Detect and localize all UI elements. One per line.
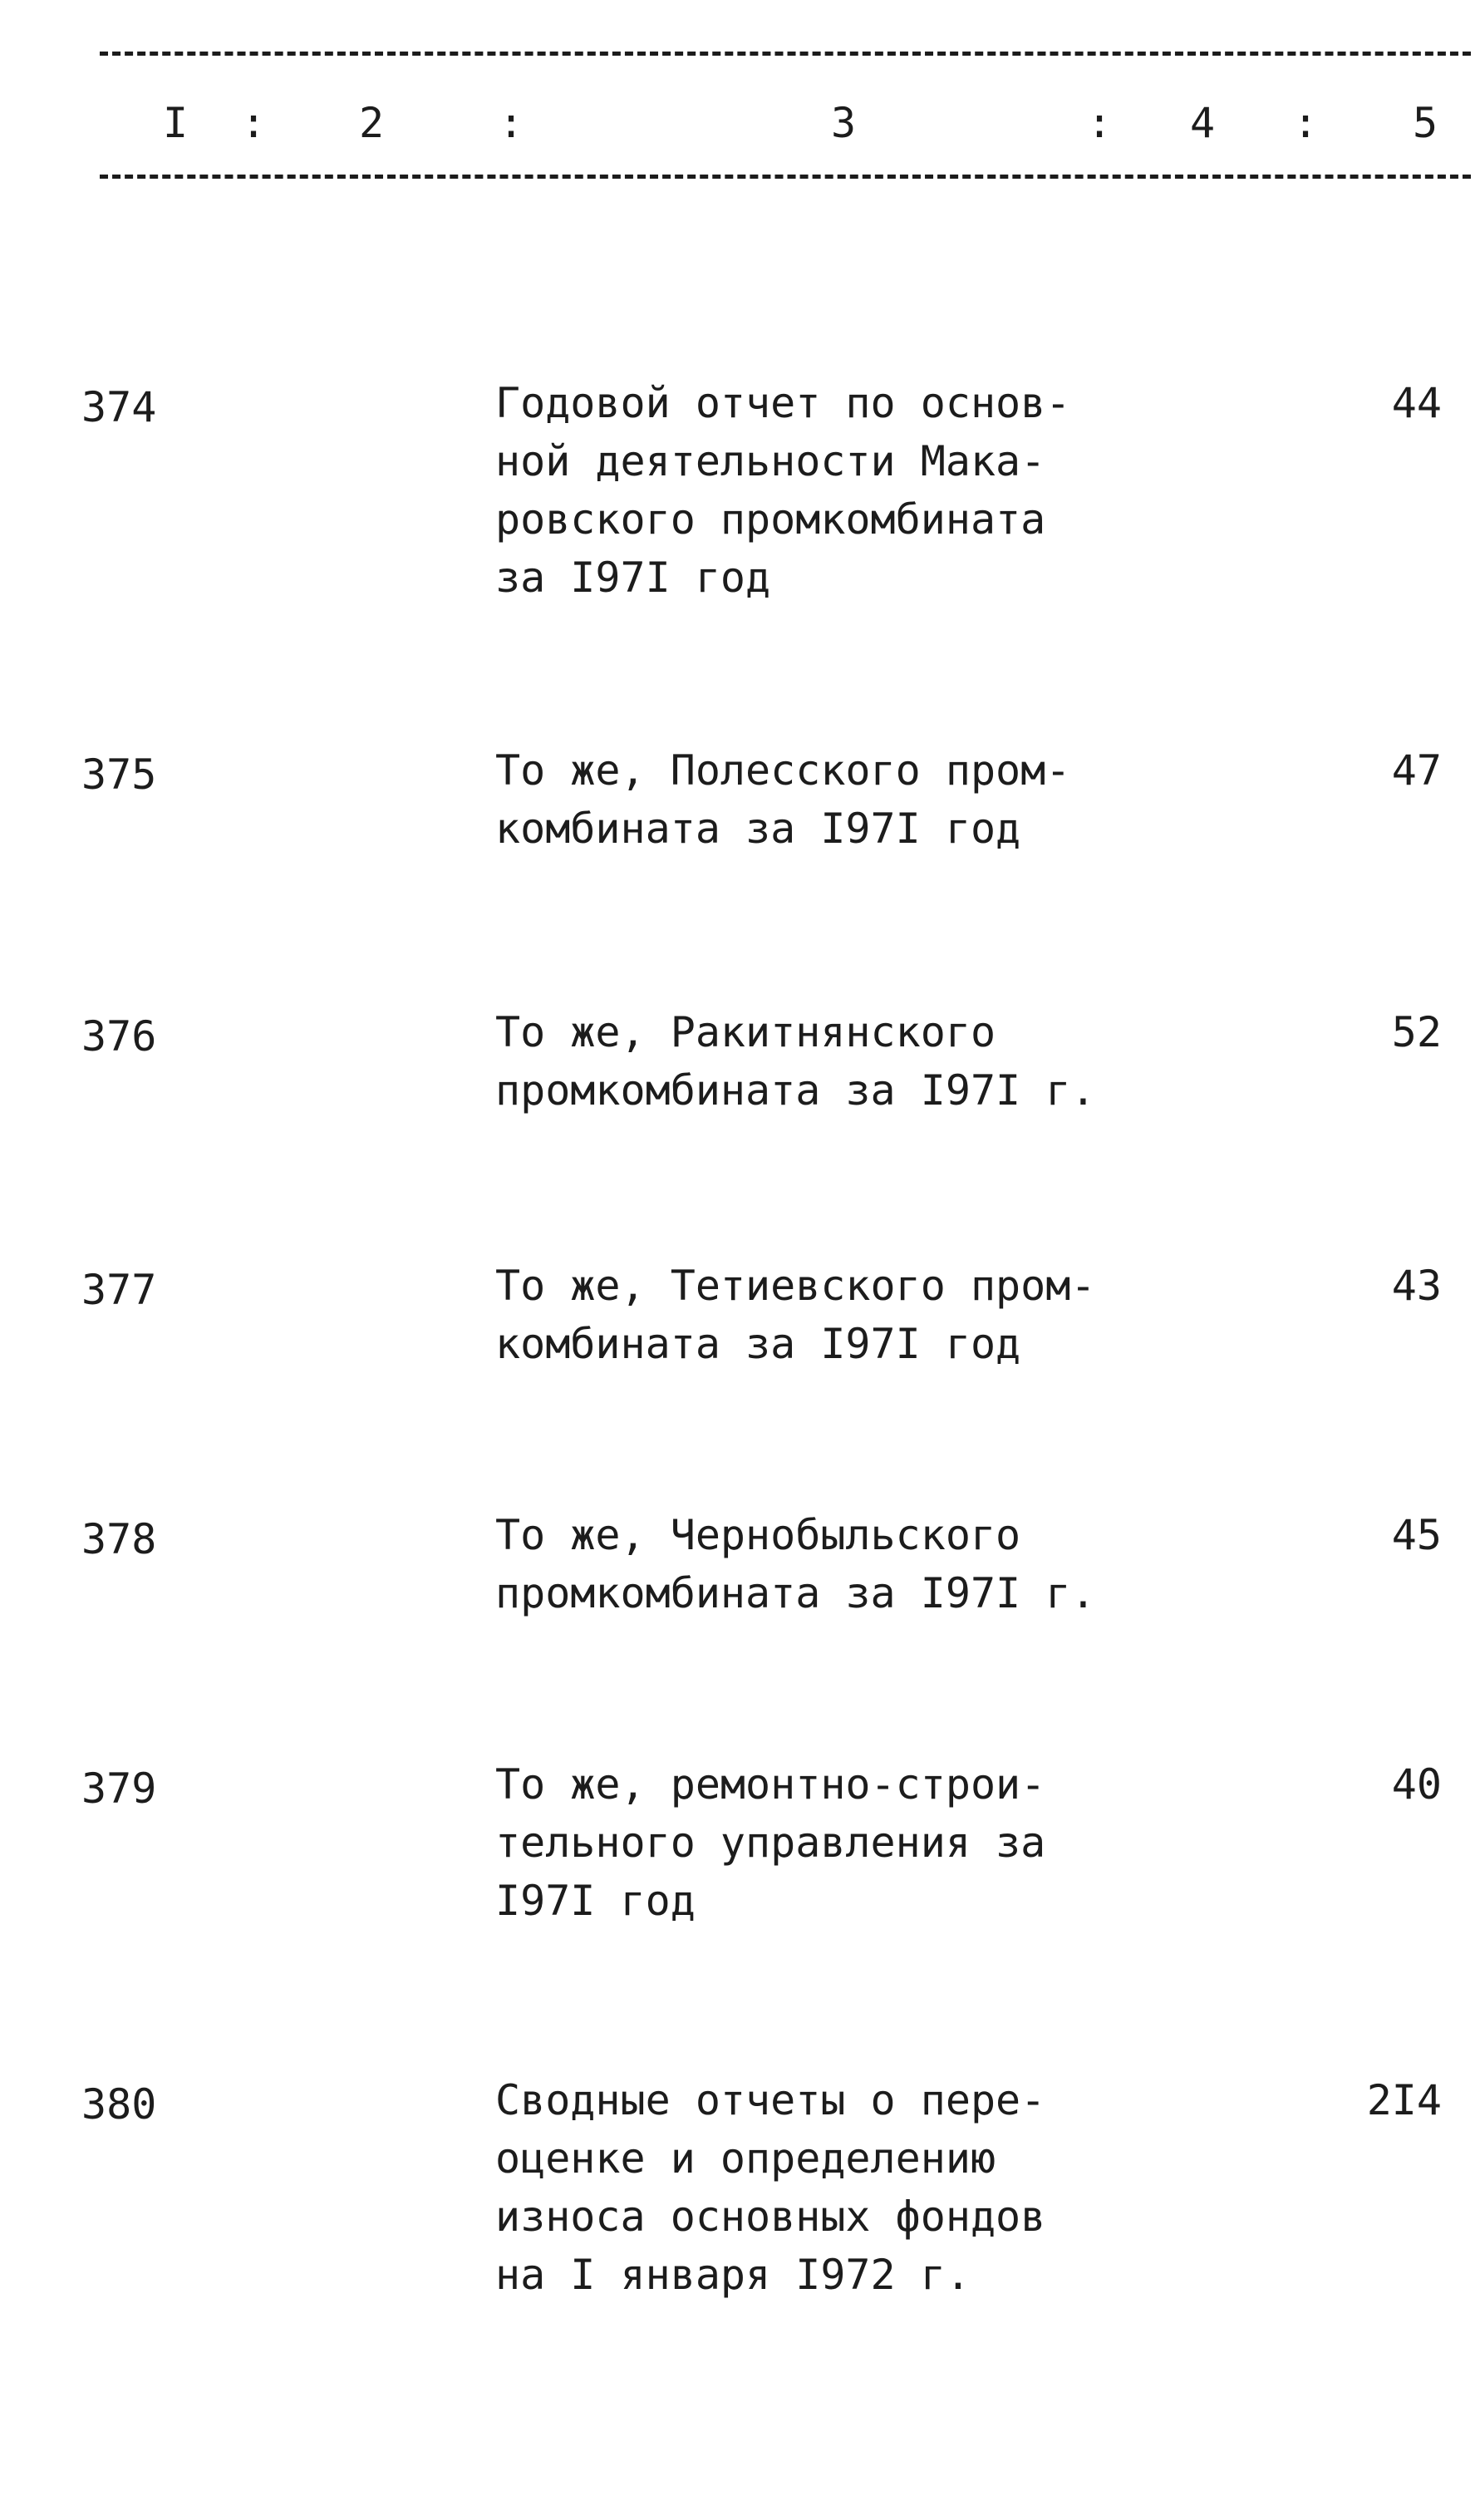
header-top-dashed-rule xyxy=(100,52,1471,56)
sheet-count: 40 xyxy=(1391,1760,1442,1809)
column-separator: : xyxy=(1087,99,1113,147)
file-title xyxy=(495,1257,1095,1373)
column-header-4: 4 xyxy=(1190,99,1216,147)
file-title-line: То же, Полесского пром- xyxy=(495,746,1071,795)
column-separator: : xyxy=(241,99,267,147)
file-number: 376 xyxy=(81,1012,157,1061)
file-title-line: износа основных фондов xyxy=(495,2193,1046,2241)
file-number: 374 xyxy=(81,383,157,431)
file-title-line: ровского промкомбината xyxy=(495,495,1046,544)
file-title-line: комбината за I97I год xyxy=(495,805,1021,853)
sheet-count: 2I4 xyxy=(1366,2076,1442,2124)
file-title-line: То же, ремонтно-строи- xyxy=(495,1760,1046,1809)
column-separator: : xyxy=(499,99,524,147)
file-number: 380 xyxy=(81,2080,157,2129)
file-number: 375 xyxy=(81,751,157,799)
sheet-count: 52 xyxy=(1391,1008,1442,1056)
column-separator: : xyxy=(1293,99,1319,147)
header-bottom-dashed-rule xyxy=(100,175,1471,179)
file-title xyxy=(495,374,1070,607)
file-title xyxy=(495,1003,1095,1120)
file-title-line: комбината за I97I год xyxy=(495,1320,1021,1368)
file-title xyxy=(495,1755,1045,1930)
file-title xyxy=(495,2071,1045,2304)
file-number: 377 xyxy=(81,1266,157,1314)
file-title-line: I97I год xyxy=(495,1877,696,1925)
file-title-line: То же, Тетиевского пром- xyxy=(495,1262,1096,1310)
file-title-line: оценке и определению xyxy=(495,2134,996,2183)
column-header-3: 3 xyxy=(831,99,857,147)
file-title-line: за I97I год xyxy=(495,554,771,602)
sheet-count: 45 xyxy=(1391,1511,1442,1559)
file-title-line: Сводные отчеты о пере- xyxy=(495,2076,1046,2124)
column-header-1: I xyxy=(163,99,189,147)
file-title xyxy=(495,741,1070,858)
sheet-count: 43 xyxy=(1391,1262,1442,1310)
file-title-line: промкомбината за I97I г. xyxy=(495,1066,1096,1115)
file-title xyxy=(495,1506,1095,1622)
sheet-count: 47 xyxy=(1391,746,1442,795)
sheet-count: 44 xyxy=(1391,379,1442,427)
file-title-line: промкомбината за I97I г. xyxy=(495,1569,1096,1617)
column-header-5: 5 xyxy=(1413,99,1438,147)
file-title-line: на I января I972 г. xyxy=(495,2251,971,2299)
file-title-line: То же, Чернобыльского xyxy=(495,1511,1021,1559)
file-title-line: ной деятельности Мака- xyxy=(495,437,1046,485)
file-title-line: То же, Ракитнянского xyxy=(495,1008,996,1056)
file-title-line: тельного управления за xyxy=(495,1819,1046,1867)
file-number: 379 xyxy=(81,1764,157,1813)
file-number: 378 xyxy=(81,1515,157,1563)
column-header-2: 2 xyxy=(359,99,385,147)
file-title-line: Годовой отчет по основ- xyxy=(495,379,1071,427)
